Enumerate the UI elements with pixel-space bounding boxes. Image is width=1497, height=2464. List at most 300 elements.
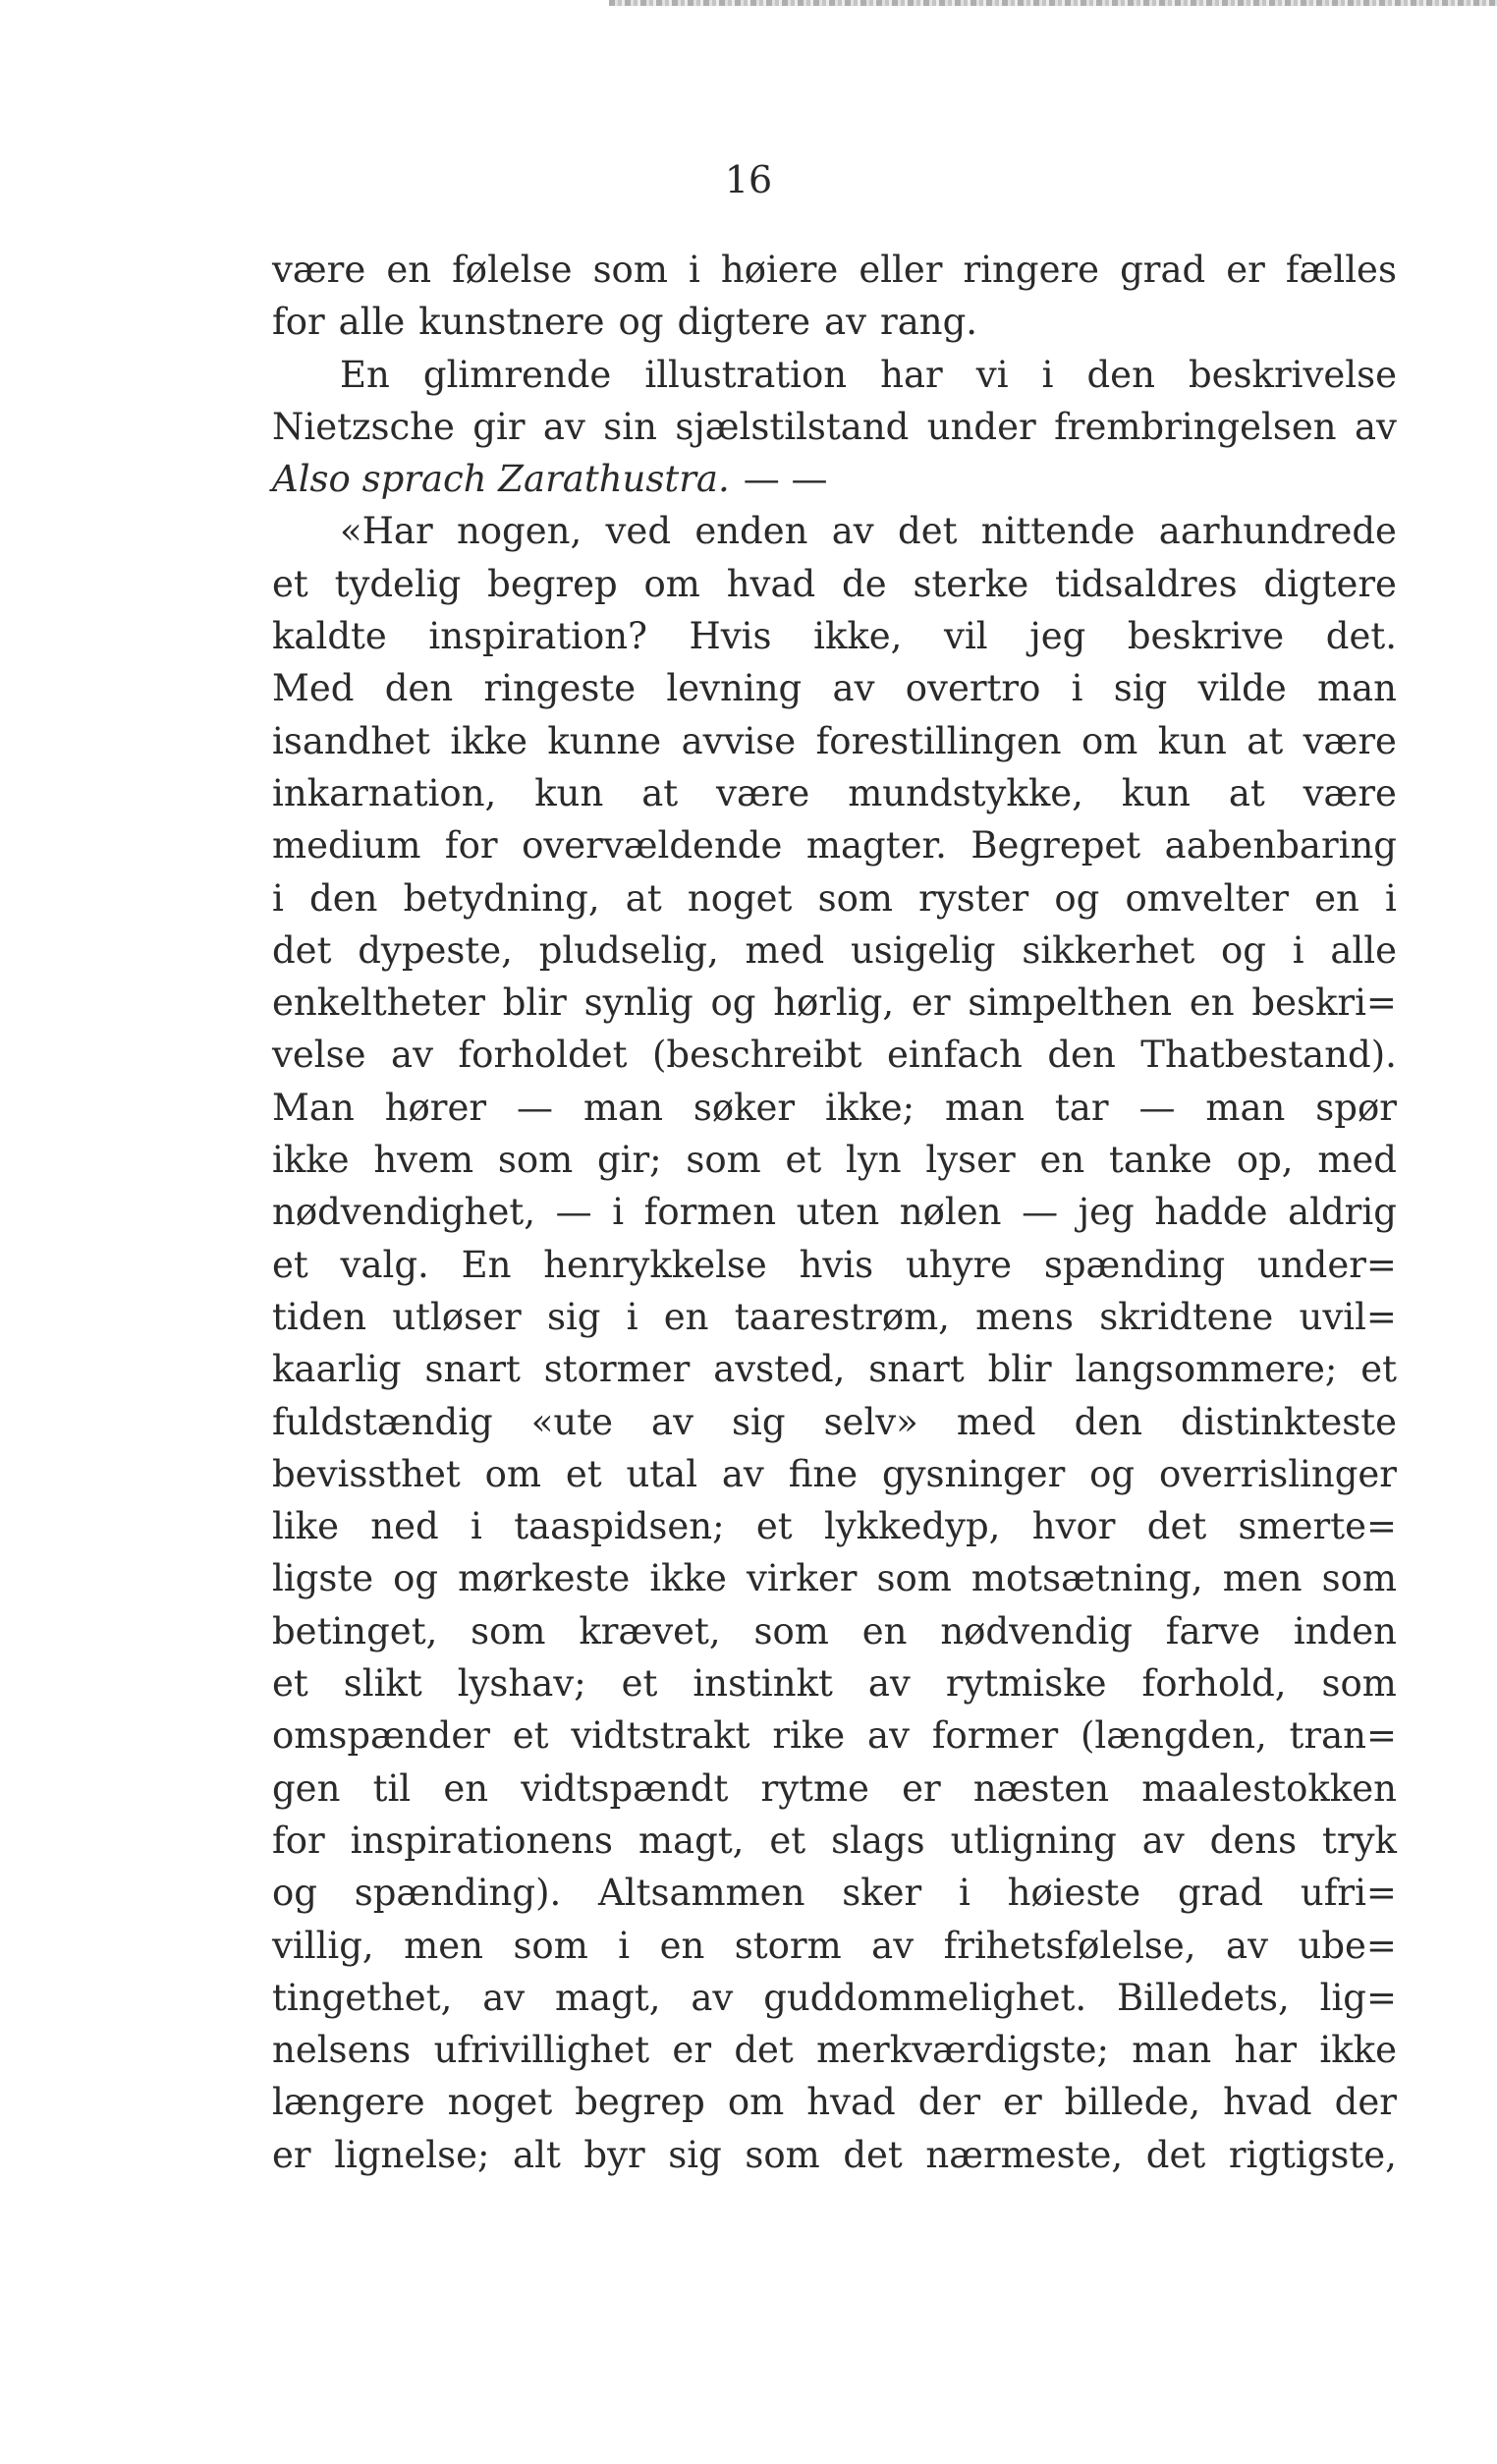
word: nødvendig: [940, 1609, 1133, 1652]
word: og: [1220, 928, 1266, 972]
text-line: [272, 924, 1397, 977]
text-line: [272, 1763, 1397, 1815]
word: lyser: [925, 1139, 1016, 1182]
word: et: [621, 1662, 658, 1706]
word: lignelse;: [334, 2133, 490, 2176]
word: alt: [513, 2133, 561, 2176]
word: usigelig: [850, 928, 996, 972]
text-line: [272, 401, 1397, 453]
word: isandhet: [272, 719, 430, 762]
word: er: [1226, 249, 1265, 291]
word: noget: [447, 2081, 553, 2124]
word: fine: [788, 1452, 859, 1495]
word: et: [769, 1819, 806, 1862]
word: Billedets,: [1116, 1976, 1290, 2019]
word: avvise: [681, 719, 797, 762]
word: av: [1141, 1819, 1185, 1862]
word: være: [716, 771, 810, 814]
word: inkarnation,: [272, 771, 497, 814]
word: man: [582, 1086, 663, 1129]
word: av: [1226, 1924, 1269, 1967]
word: tryk: [1322, 1819, 1397, 1862]
word: ufri=: [1300, 1872, 1397, 1915]
word: i: [1041, 353, 1054, 396]
word: rike: [772, 1714, 846, 1758]
word: av: [1354, 405, 1397, 448]
word: ufrivillighet: [433, 2029, 650, 2072]
word: ligste: [272, 1557, 374, 1600]
word: nittende: [980, 510, 1136, 553]
word: inspiration?: [428, 615, 647, 658]
body-text: [272, 244, 1397, 2181]
word: tingethet,: [272, 1976, 453, 2019]
text-line: [272, 1239, 1397, 1291]
word: bevissthet: [272, 1452, 461, 1495]
word: i: [688, 249, 700, 291]
word: længere: [272, 2081, 425, 2124]
word: pludselig,: [538, 928, 719, 972]
word: som: [745, 2133, 820, 2176]
word: spænding).: [354, 1872, 562, 1915]
word: eller: [859, 249, 943, 291]
text-line: [272, 872, 1397, 924]
word: Man: [272, 1086, 355, 1129]
word: like: [272, 1505, 339, 1548]
word: utligning: [950, 1819, 1117, 1862]
word: være: [1303, 771, 1397, 814]
word: ringere: [963, 249, 1100, 291]
word: rang.: [880, 301, 978, 344]
word: hvad: [806, 2081, 896, 2124]
word: synlig: [583, 981, 693, 1025]
word: jeg: [1029, 615, 1086, 658]
word: farve: [1165, 1609, 1261, 1652]
word: den: [384, 667, 454, 710]
word: av: [832, 667, 875, 710]
word: tar: [1054, 1086, 1109, 1129]
word: av: [721, 1452, 764, 1495]
word: mundstykke,: [848, 771, 1083, 814]
word: digtere: [677, 301, 811, 344]
word: betydning,: [403, 876, 600, 920]
word: grad: [1120, 249, 1206, 291]
word: i: [626, 1295, 638, 1338]
word: er: [1003, 2081, 1042, 2124]
word: vidtstrakt: [571, 1714, 750, 1758]
word: overrislinger: [1158, 1452, 1397, 1495]
word: i: [612, 1191, 625, 1234]
word: —: [1138, 1086, 1176, 1129]
word: i: [471, 1505, 482, 1548]
text-line: [272, 1396, 1397, 1448]
word: av: [691, 1976, 734, 2019]
word: et: [1360, 1348, 1397, 1391]
word: tidsaldres: [1055, 562, 1238, 605]
word: ikke: [272, 1139, 350, 1182]
word: en: [443, 1766, 489, 1810]
word: ikke: [649, 1557, 727, 1600]
word: krævet,: [579, 1609, 721, 1652]
word: den: [1074, 1400, 1142, 1443]
word: blir: [987, 1348, 1052, 1391]
word: gir: [472, 405, 526, 448]
word: lig=: [1319, 1976, 1397, 2019]
word: et: [272, 1662, 308, 1706]
word: taarestrøm,: [734, 1295, 950, 1338]
word: av: [482, 1976, 526, 2019]
text-line: [272, 1709, 1397, 1762]
text-line: [272, 977, 1397, 1029]
word: Begrepet: [970, 824, 1141, 868]
word: en: [659, 1924, 705, 1967]
word: medium: [272, 824, 421, 868]
word: med: [745, 928, 825, 972]
word: om: [727, 2081, 785, 2124]
word: et: [565, 1452, 602, 1495]
word: vil: [944, 615, 988, 658]
word: hvis: [799, 1243, 874, 1286]
word: den: [1047, 1034, 1116, 1077]
word: som: [817, 876, 893, 920]
word: —: [1022, 1191, 1059, 1234]
word: som: [1321, 1557, 1397, 1600]
word: jeg: [1078, 1191, 1135, 1234]
word: — —: [743, 458, 828, 501]
word: beskri=: [1251, 981, 1397, 1025]
text-line: [272, 819, 1397, 871]
word: i: [1071, 667, 1083, 710]
word: med: [1317, 1139, 1397, 1182]
word: følelse: [452, 249, 573, 291]
word: er: [672, 2029, 712, 2072]
word: villig,: [272, 1924, 374, 1967]
word: en: [386, 249, 432, 291]
word: sig: [1113, 667, 1168, 710]
word: ikke,: [813, 615, 903, 658]
word: lykkedyp,: [823, 1505, 1001, 1548]
word: aldrig: [1288, 1191, 1397, 1234]
word: ryster: [918, 876, 1029, 920]
word: motsætning,: [970, 1557, 1203, 1600]
word: kun: [534, 771, 604, 814]
word: som: [686, 1139, 761, 1182]
text-line: [272, 610, 1397, 662]
word: merkværdigste;: [816, 2029, 1109, 2072]
word: som: [1321, 1662, 1397, 1706]
word: og: [393, 1557, 439, 1600]
word: virker: [746, 1557, 858, 1600]
text-line: [272, 1186, 1397, 1238]
word: et: [785, 1139, 822, 1182]
word: at: [1247, 719, 1284, 762]
word: dens: [1209, 1819, 1298, 1862]
word: Thatbestand).: [1140, 1034, 1397, 1077]
word: tanke: [1108, 1139, 1213, 1182]
word: om: [484, 1452, 541, 1495]
word: instinkt: [693, 1662, 833, 1706]
word: hvem: [373, 1139, 474, 1182]
word: men: [404, 1924, 483, 1967]
word: spør: [1315, 1086, 1397, 1129]
word: fuldstændig: [272, 1400, 493, 1443]
word: utløser: [392, 1295, 522, 1338]
word: Nietzsche: [272, 405, 455, 448]
word: ikke: [450, 719, 527, 762]
word: byr: [583, 2133, 645, 2176]
word: —: [517, 1086, 554, 1129]
word: man: [945, 1086, 1025, 1129]
word: grad: [1177, 1872, 1264, 1915]
word: (længden,: [1080, 1714, 1267, 1758]
word: levning: [666, 667, 803, 710]
text-line: [272, 505, 1397, 557]
word: en: [1314, 876, 1359, 920]
text-line: [272, 715, 1397, 767]
word: blir: [502, 981, 567, 1025]
word: utal: [626, 1452, 698, 1495]
word: hører: [384, 1086, 487, 1129]
word: av: [867, 1714, 910, 1758]
word: guddommelighet.: [763, 1976, 1087, 2019]
word: enden: [694, 510, 808, 553]
word: hvad: [1223, 2081, 1312, 2124]
word: magt,: [555, 1976, 661, 2019]
word: som: [497, 1139, 574, 1182]
word: uten: [796, 1191, 880, 1234]
word: man: [1205, 1086, 1286, 1129]
word: velse: [272, 1034, 366, 1077]
word: fælles: [1285, 249, 1397, 291]
word: i: [1385, 876, 1397, 920]
word: billede,: [1064, 2081, 1201, 2124]
word: til: [372, 1766, 412, 1810]
word: gen: [272, 1766, 341, 1810]
word: forholdet: [458, 1034, 628, 1077]
text-line: [272, 1134, 1397, 1186]
word: overvældende: [522, 824, 783, 868]
word: for: [272, 301, 325, 344]
word: beskrive: [1127, 615, 1285, 658]
text-line: [272, 1920, 1397, 1972]
word: Hvis: [689, 615, 772, 658]
text-line: [272, 2024, 1397, 2076]
word: en: [1039, 1139, 1085, 1182]
word: sin: [603, 405, 657, 448]
word: om: [1081, 719, 1138, 762]
word: det.: [1325, 615, 1397, 658]
word: betinget,: [272, 1609, 438, 1652]
word: og: [710, 981, 756, 1025]
word: vidtspændt: [521, 1766, 729, 1810]
text-line: [272, 1657, 1397, 1709]
word: i: [1292, 928, 1304, 972]
word: nødvendighet,: [272, 1191, 535, 1234]
word: kun: [1121, 771, 1191, 814]
word: kunne: [547, 719, 662, 762]
page-number: 16: [724, 158, 773, 201]
word: et: [755, 1505, 793, 1548]
word: sterke: [913, 562, 1029, 605]
word: av: [867, 1662, 911, 1706]
word: avsted,: [713, 1348, 846, 1391]
text-line: [272, 1448, 1397, 1500]
word: av: [831, 510, 874, 553]
word: en: [663, 1295, 709, 1338]
scan-edge-artifact: [609, 0, 1497, 6]
text-line: [272, 1972, 1397, 2024]
text-line: [272, 1815, 1397, 1867]
word: kun: [1157, 719, 1227, 762]
word: vi: [975, 353, 1009, 396]
word: uhyre: [905, 1243, 1013, 1286]
text-line: [272, 2129, 1397, 2181]
word: i: [618, 1924, 631, 1967]
word: hvad: [726, 562, 816, 605]
word: at: [641, 771, 679, 814]
word: noget: [687, 876, 793, 920]
word: nærmeste,: [925, 2133, 1124, 2176]
word: Also sprach Zarathustra.: [272, 458, 730, 501]
word: for: [444, 824, 498, 868]
word: mens: [975, 1295, 1074, 1338]
word: storm: [734, 1924, 842, 1967]
word: kaldte: [272, 615, 387, 658]
word: er: [902, 1766, 941, 1810]
word: av: [824, 301, 867, 344]
word: frihetsfølelse,: [943, 1924, 1196, 1967]
word: sig: [546, 1295, 601, 1338]
word: være: [1303, 719, 1397, 762]
word: den: [309, 876, 378, 920]
word: spænding: [1043, 1243, 1226, 1286]
word: som: [876, 1557, 952, 1600]
word: sig: [732, 1400, 786, 1443]
word: rigtigste,: [1228, 2133, 1397, 2176]
word: hadde: [1154, 1191, 1268, 1234]
word: lyn: [846, 1139, 902, 1182]
text-line: [272, 1867, 1397, 1919]
word: maalestokken: [1141, 1766, 1397, 1810]
word: inspirationens: [350, 1819, 614, 1862]
word: aabenbaring: [1164, 824, 1397, 868]
word: det: [843, 2133, 903, 2176]
word: smerte=: [1238, 1505, 1397, 1548]
text-line: [272, 453, 1397, 505]
word: simpelthen: [968, 981, 1173, 1025]
word: dypeste,: [358, 928, 513, 972]
word: Med: [272, 667, 355, 710]
word: omvelter: [1125, 876, 1289, 920]
word: vilde: [1197, 667, 1287, 710]
word: slags: [831, 1819, 925, 1862]
word: former: [931, 1714, 1059, 1758]
word: og: [1089, 1452, 1136, 1495]
word: uvil=: [1299, 1295, 1397, 1338]
word: alle: [1330, 928, 1397, 972]
text-line: [272, 1082, 1397, 1134]
word: et: [272, 562, 308, 605]
word: «Har: [340, 510, 433, 553]
word: ved: [605, 510, 672, 553]
word: det: [1145, 2133, 1206, 2176]
word: i: [958, 1872, 970, 1915]
word: hørlig,: [773, 981, 895, 1025]
word: der: [1334, 2081, 1397, 2124]
text-line: [272, 2076, 1397, 2128]
word: være: [272, 249, 366, 291]
word: sjælstilstand: [675, 405, 910, 448]
word: høiere: [720, 249, 839, 291]
word: tran=: [1289, 1714, 1397, 1758]
word: ned: [370, 1505, 439, 1548]
word: Altsammen: [598, 1872, 805, 1915]
word: op,: [1236, 1139, 1294, 1182]
text-line: [272, 558, 1397, 610]
word: aarhundrede: [1158, 510, 1397, 553]
word: høieste: [1007, 1872, 1141, 1915]
word: beskrivelse: [1188, 353, 1397, 396]
text-line: [272, 244, 1397, 296]
word: taaspidsen;: [514, 1505, 725, 1548]
word: at: [1228, 771, 1265, 814]
word: «ute: [530, 1400, 613, 1443]
text-line: [272, 1552, 1397, 1604]
word: som: [753, 1609, 829, 1652]
word: distinkteste: [1181, 1400, 1397, 1443]
word: begrep: [487, 562, 618, 605]
word: kaarlig: [272, 1348, 402, 1391]
text-line: [272, 1343, 1397, 1395]
text-line: [272, 1291, 1397, 1343]
word: enkeltheter: [272, 981, 485, 1025]
word: av: [391, 1034, 433, 1077]
word: som: [513, 1924, 588, 1967]
word: rytme: [760, 1766, 869, 1810]
word: der: [917, 2081, 981, 2124]
word: sker: [842, 1872, 922, 1915]
word: glimrende: [422, 353, 612, 396]
word: det: [898, 510, 958, 553]
word: magter.: [805, 824, 947, 868]
word: En: [461, 1243, 512, 1286]
word: og: [1054, 876, 1100, 920]
word: det: [734, 2029, 794, 2072]
word: omspænder: [272, 1714, 490, 1758]
word: en: [861, 1609, 908, 1652]
word: den: [1086, 353, 1155, 396]
text-line: [272, 1605, 1397, 1657]
word: valg.: [340, 1243, 429, 1286]
word: det: [272, 928, 332, 972]
word: som: [471, 1609, 546, 1652]
word: har: [1234, 2029, 1298, 2072]
word: er: [911, 981, 951, 1025]
word: snart: [424, 1348, 521, 1391]
word: nølen: [899, 1191, 1002, 1234]
word: har: [880, 353, 943, 396]
word: tydelig: [334, 562, 462, 605]
word: næsten: [972, 1766, 1110, 1810]
word: av: [651, 1400, 693, 1443]
word: om: [643, 562, 700, 605]
word: i: [272, 876, 284, 920]
word: (beschreibt: [652, 1034, 862, 1077]
word: forhold,: [1141, 1662, 1287, 1706]
word: de: [842, 562, 887, 605]
text-line: [272, 1029, 1397, 1081]
word: mørkeste: [458, 1557, 631, 1600]
word: nelsens: [272, 2029, 412, 2072]
